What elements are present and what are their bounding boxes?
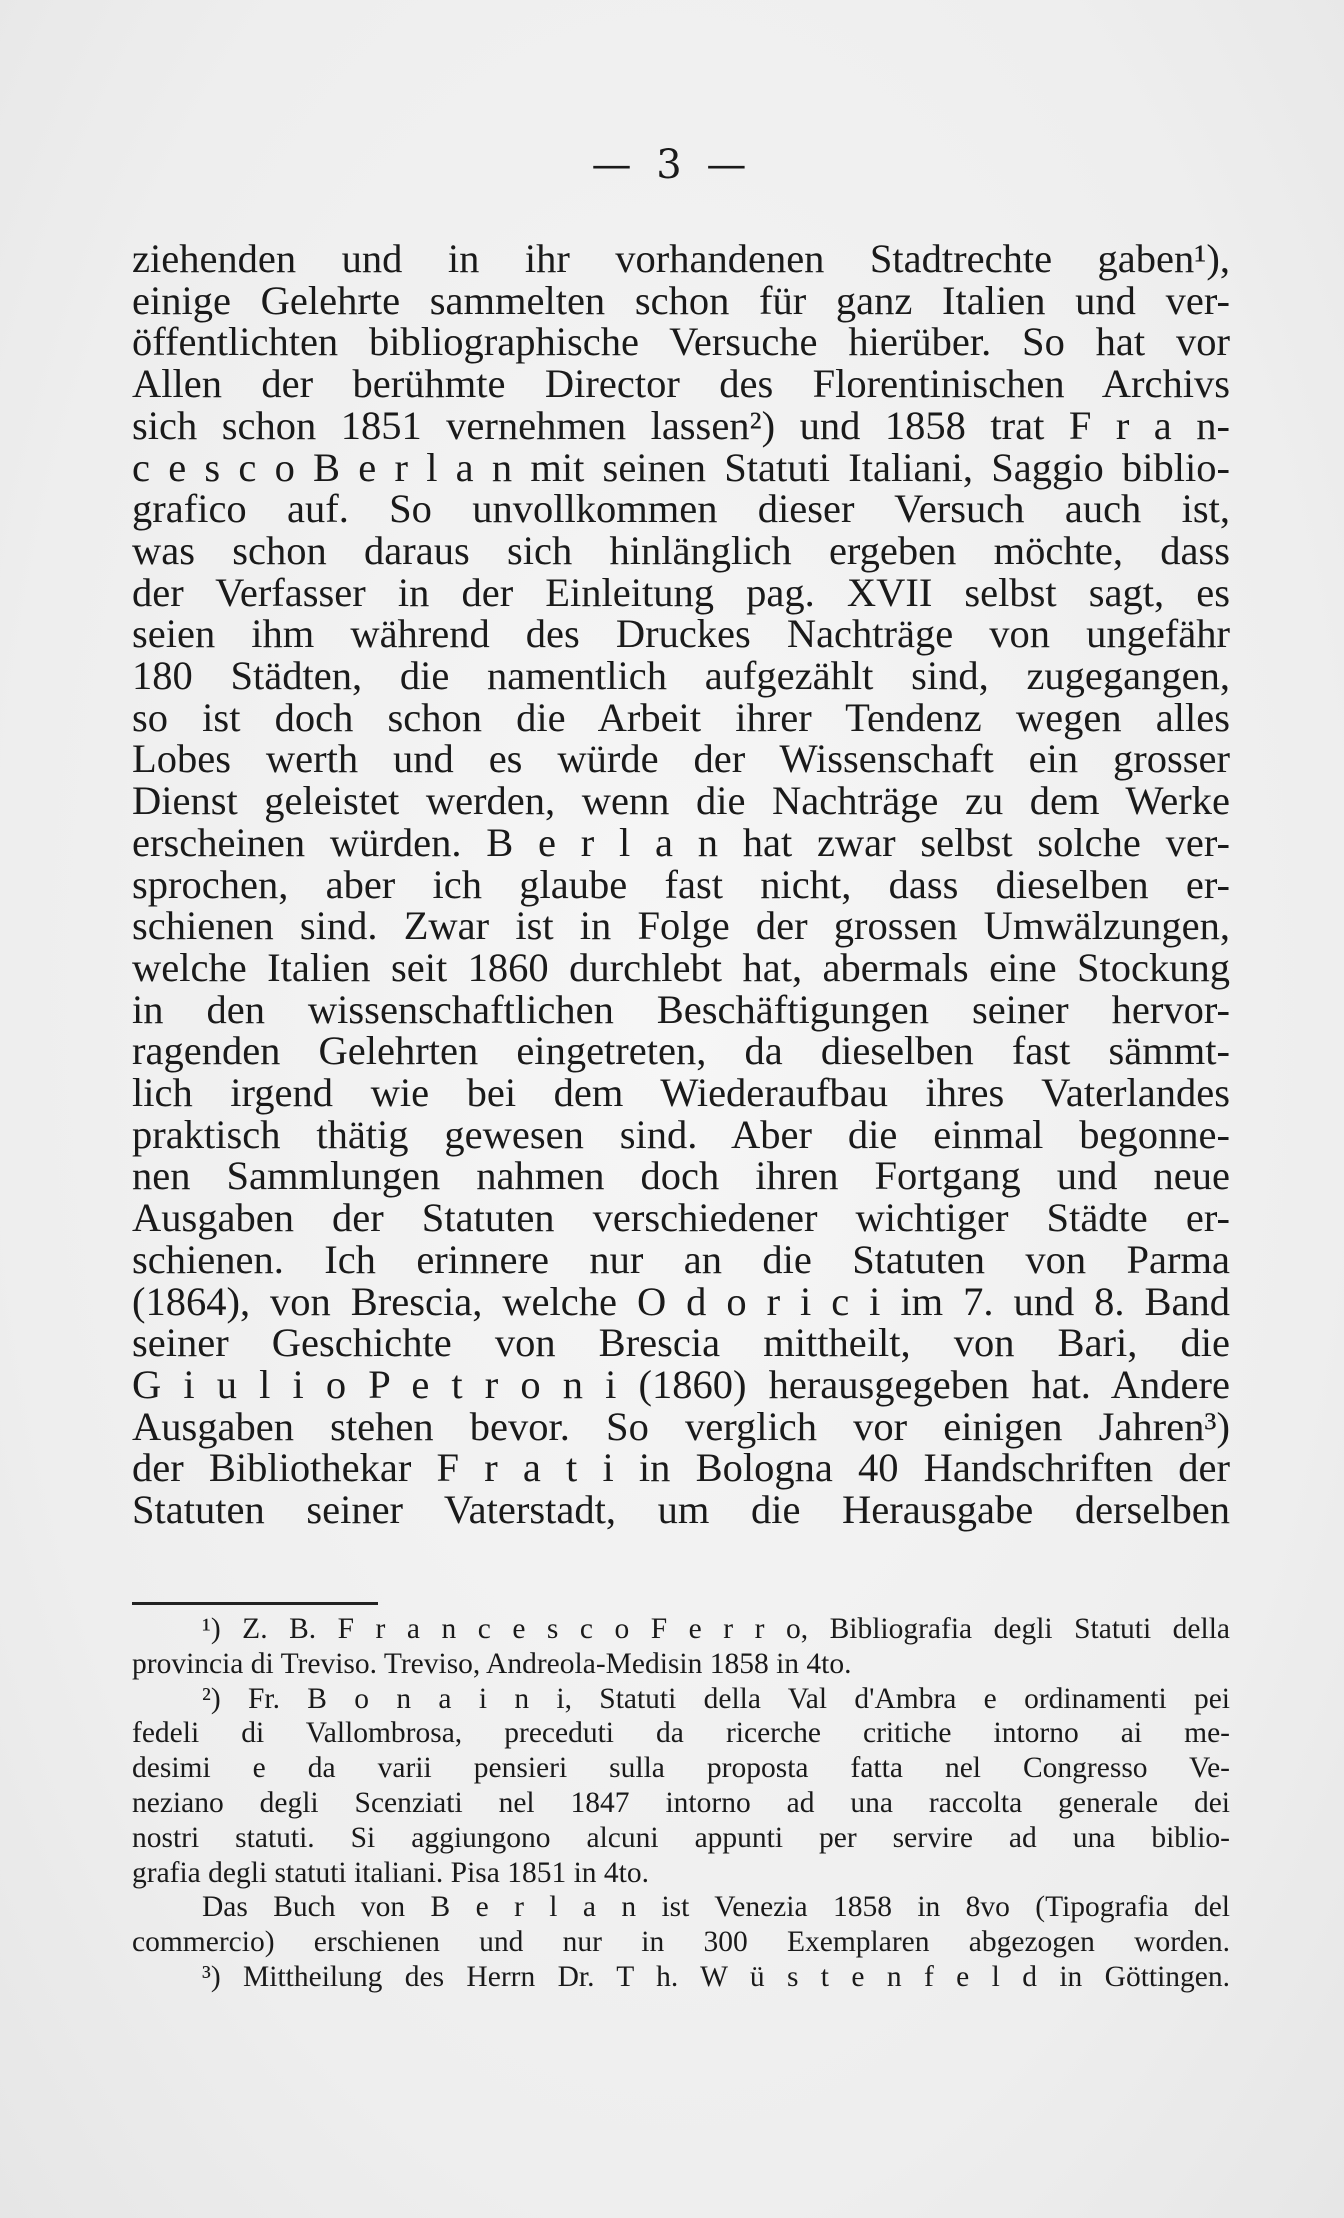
text-line: Statuten seiner Vaterstadt, um die Herausgabe derselben bbox=[132, 1487, 1230, 1533]
text-line: Ausgaben der Statuten verschiedener wichtiger Städte er- bbox=[132, 1195, 1230, 1241]
footnote-line: nostri statuti. Si aggiungono alcuni appunti per servire ad una biblio- bbox=[132, 1821, 1230, 1854]
footnotes bbox=[132, 1612, 1230, 1995]
text-line: nen Sammlungen nahmen doch ihren Fortgang und neue bbox=[132, 1153, 1230, 1199]
text-line: (1864), von Brescia, welche O d o r i c i im 7. und 8. Band bbox=[132, 1278, 1230, 1324]
text-line: einige Gelehrte sammelten schon für ganz Italien und ver- bbox=[132, 277, 1230, 323]
footnote-line: desimi e da varii pensieri sulla proposta fatta nel Congresso Ve- bbox=[132, 1752, 1230, 1785]
footnote-line: Das Buch von B e r l a n ist Venezia 1858 in 8vo (Tipografia del bbox=[202, 1891, 1230, 1924]
text-line: schienen. Ich erinnere nur an die Statuten von Parma bbox=[132, 1236, 1230, 1282]
text-line: Allen der berühmte Director des Florentinischen Archivs bbox=[132, 361, 1230, 407]
text-line: schienen sind. Zwar ist in Folge der grossen Umwälzungen, bbox=[132, 903, 1230, 949]
text-line: der Bibliothekar F r a t i in Bologna 40 Handschriften der bbox=[132, 1445, 1230, 1491]
text-line: G i u l i o P e t r o n i (1860) herausgegeben hat. Andere bbox=[132, 1361, 1230, 1407]
text-line: der Verfasser in der Einleitung pag. XVII selbst sagt, es bbox=[132, 569, 1230, 615]
text-line: ragenden Gelehrten eingetreten, da dieselben fast sämmt- bbox=[132, 1028, 1230, 1074]
footnote-line: ²) Fr. B o n a i n i, Statuti della Val d'Ambra e ordinamenti pei bbox=[202, 1682, 1230, 1715]
text-line: öffentlichten bibliographische Versuche hierüber. So hat vor bbox=[132, 319, 1230, 365]
text-line: seiner Geschichte von Brescia mittheilt, von Bari, die bbox=[132, 1320, 1230, 1366]
page-number: — 3 — bbox=[591, 142, 753, 188]
text-line: Ausgaben stehen bevor. So verglich vor einigen Jahren³) bbox=[132, 1403, 1230, 1449]
text-line: praktisch thätig gewesen sind. Aber die einmal begonne- bbox=[132, 1111, 1230, 1157]
text-line: so ist doch schon die Arbeit ihrer Tendenz wegen alles bbox=[132, 694, 1230, 740]
text-line: 180 Städten, die namentlich aufgezählt sind, zugegangen, bbox=[132, 653, 1230, 699]
text-line: erscheinen würden. B e r l a n hat zwar selbst solche ver- bbox=[132, 819, 1230, 865]
footnote-line: grafia degli statuti italiani. Pisa 1851 in 4to. bbox=[132, 1856, 649, 1889]
text-line: was schon daraus sich hinlänglich ergeben möchte, dass bbox=[132, 527, 1230, 573]
text-line: seien ihm während des Druckes Nachträge von ungefähr bbox=[132, 611, 1230, 657]
text-line: grafico auf. So unvollkommen dieser Versuch auch ist, bbox=[132, 486, 1230, 532]
footnote-line: ³) Mittheilung des Herrn Dr. T h. W ü s t e n f e l d in Göttingen. bbox=[202, 1960, 1230, 1993]
footnote-line: fedeli di Vallombrosa, preceduti da ricerche critiche intorno ai me- bbox=[132, 1717, 1230, 1750]
text-line: sich schon 1851 vernehmen lassen²) und 1858 trat F r a n- bbox=[132, 402, 1230, 448]
text-line: lich irgend wie bei dem Wiederaufbau ihres Vaterlandes bbox=[132, 1070, 1230, 1116]
text-line: c e s c o B e r l a n mit seinen Statuti Italiani, Saggio biblio- bbox=[132, 444, 1230, 490]
text-line: in den wissenschaftlichen Beschäftigungen seiner hervor- bbox=[132, 986, 1230, 1032]
footnote-line: provincia di Treviso. Treviso, Andreola-Medisin 1858 in 4to. bbox=[132, 1647, 852, 1680]
text-line: ziehenden und in ihr vorhandenen Stadtrechte gaben¹), bbox=[132, 236, 1230, 281]
footnote-line: commercio) erschienen und nur in 300 Exemplaren abgezogen worden. bbox=[132, 1926, 1230, 1959]
text-line: sprochen, aber ich glaube fast nicht, dass dieselben er- bbox=[132, 861, 1230, 907]
text-line: Dienst geleistet werden, wenn die Nachträge zu dem Werke bbox=[132, 778, 1230, 824]
footnote-line: neziano degli Scenziati nel 1847 intorno ad una raccolta generale dei bbox=[132, 1786, 1230, 1819]
main-text bbox=[132, 238, 1230, 1531]
text-line: Lobes werth und es würde der Wissenschaft ein grosser bbox=[132, 736, 1230, 782]
text-line: welche Italien seit 1860 durchlebt hat, abermals eine Stockung bbox=[132, 944, 1230, 990]
footnote-line: ¹) Z. B. F r a n c e s c o F e r r o, Bibliografia degli Statuti della bbox=[202, 1613, 1230, 1645]
footnote-divider bbox=[132, 1602, 378, 1605]
